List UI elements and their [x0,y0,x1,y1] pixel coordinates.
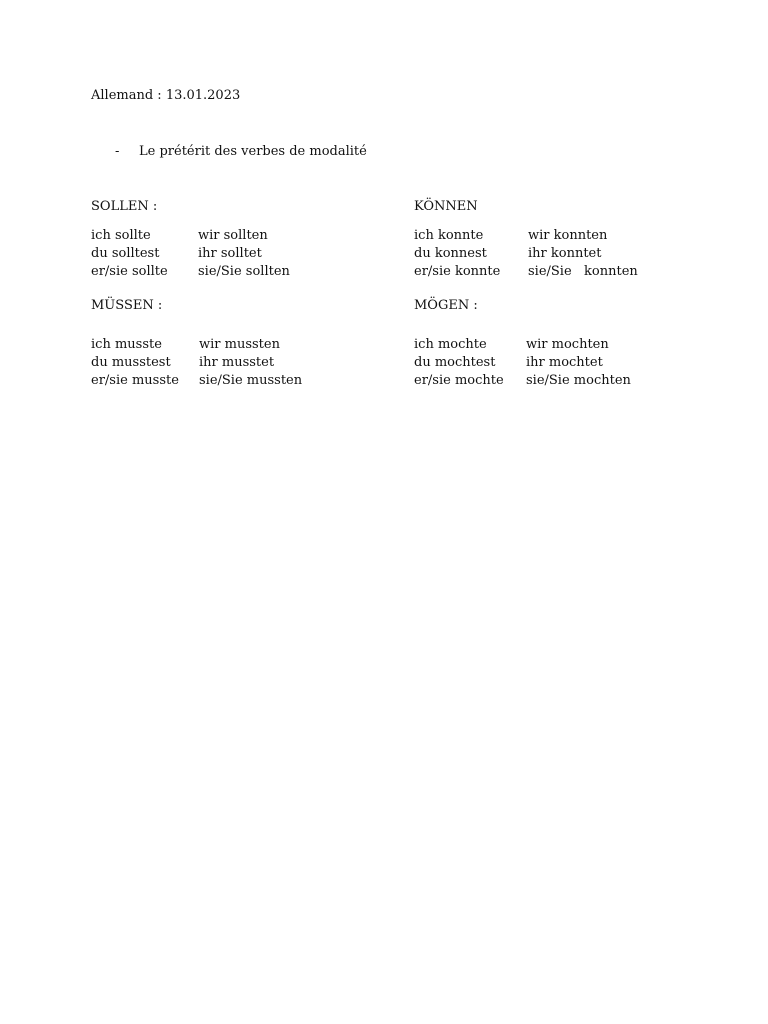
conjugation-plural: ihr mochtet [526,355,603,370]
conjugation-plural: wir mochten [526,337,609,352]
conjugation-singular: ich musste [91,337,162,352]
conjugation-plural: ihr solltet [198,246,262,261]
verb-heading-muessen: MÜSSEN : [91,298,163,313]
conjugation-plural: sie/Sie mochten [526,373,631,388]
conjugation-singular: ich mochte [414,337,487,352]
conjugation-plural: sie/Sie mussten [199,373,303,388]
conjugation-singular: du solltest [91,246,160,261]
conjugation-singular: du konnest [414,246,487,261]
conjugation-singular: er/sie musste [91,373,179,388]
bullet-text: Le prétérit des verbes de modalité [139,144,367,159]
conjugation-plural: wir konnten [528,228,608,243]
verb-heading-koennen: KÖNNEN [414,199,478,214]
bullet-dash: - [115,144,120,159]
conjugation-singular: er/sie sollte [91,264,168,279]
conjugation-singular: ich konnte [414,228,484,243]
conjugation-singular: du musstest [91,355,171,370]
conjugation-plural: ihr konntet [528,246,602,261]
conjugation-singular: er/sie mochte [414,373,504,388]
bullet-item [115,144,367,159]
conjugation-plural: sie/Sie sollten [198,264,290,279]
conjugation-plural: sie/Sie konnten [528,264,638,279]
verb-heading-sollen: SOLLEN : [91,199,158,214]
conjugation-singular: er/sie konnte [414,264,501,279]
conjugation-singular: ich sollte [91,228,151,243]
verb-heading-moegen: MÖGEN : [414,298,478,313]
document-title: Allemand : 13.01.2023 [91,88,241,103]
conjugation-plural: ihr musstet [199,355,275,370]
conjugation-plural: wir mussten [199,337,280,352]
conjugation-singular: du mochtest [414,355,496,370]
conjugation-plural: wir sollten [198,228,268,243]
